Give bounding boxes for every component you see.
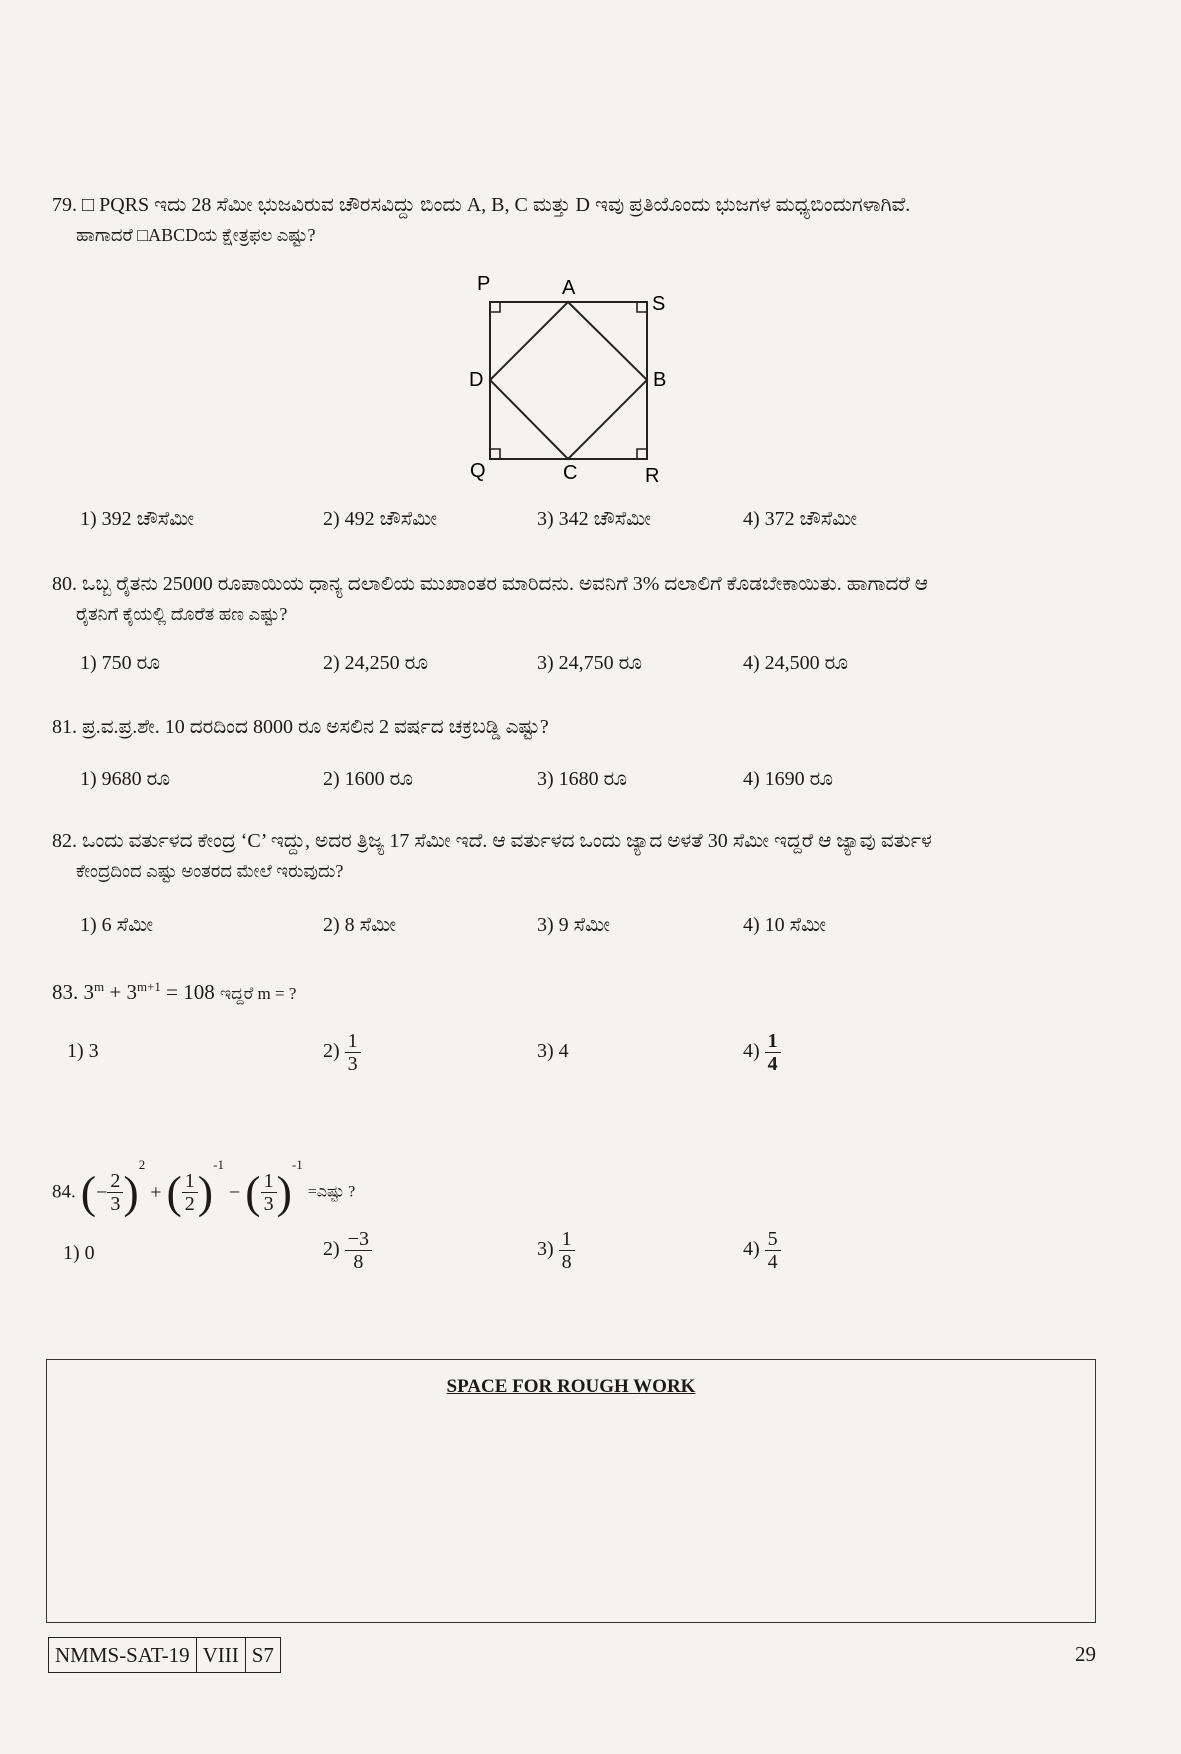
option-prefix: 2) — [323, 1040, 340, 1063]
question-number: 81. — [52, 716, 77, 738]
question-text: □ PQRS ಇದು 28 ಸೆಮೀ ಭುಜವಿರುವ ಚೌರಸವಿದ್ದು ಬಿಂದು A, B, C ಮತ್ತು D ಇವು ಪ್ರತಿಯೊಂದು ಭುಜಗಳ ಮಧ್ಯಬಿಂದುಗಳಾಗಿವೆ. — [82, 194, 911, 216]
option-prefix: 4) — [743, 1238, 760, 1261]
option-3[interactable]: 3) 9 ಸೆಮೀ — [537, 914, 610, 936]
question-83 — [52, 972, 1092, 1009]
paren-close: ) — [123, 1166, 139, 1218]
question-82 — [52, 826, 1092, 886]
page-number: 29 — [1075, 1642, 1096, 1666]
fraction-denominator: 3 — [263, 1192, 274, 1215]
option-prefix: 3) — [537, 1238, 554, 1261]
option-3[interactable]: 3) 1680 ರೂ — [537, 768, 628, 790]
label-r: R — [645, 465, 660, 487]
label-p: P — [477, 273, 491, 295]
right-angle-mark — [490, 449, 500, 459]
question-80 — [52, 569, 1092, 629]
question-number: 82. — [52, 830, 77, 852]
option-3[interactable]: 3) 4 — [537, 1040, 569, 1062]
option-2[interactable]: 2) 24,250 ರೂ — [323, 652, 429, 674]
rough-work-box — [46, 1359, 1096, 1623]
term-exponent: 2 — [138, 1157, 146, 1172]
right-angle-mark — [490, 302, 500, 312]
label-d: D — [469, 369, 484, 391]
option-fraction — [765, 1030, 781, 1075]
question-number: 79. — [52, 194, 77, 216]
paren-open: ( — [166, 1166, 182, 1218]
expr-operator: + — [109, 980, 122, 1004]
fraction-numerator: 1 — [261, 1170, 277, 1193]
option-fraction — [765, 1228, 781, 1273]
question-number: 84. — [52, 1181, 76, 1203]
rough-work-title: SPACE FOR ROUGH WORK — [446, 1376, 696, 1397]
option-2[interactable]: 2) 8 ಸೆಮೀ — [323, 914, 396, 936]
label-a: A — [562, 277, 576, 299]
option-2[interactable] — [323, 1228, 372, 1273]
question-text: ಒಂದು ವರ್ತುಳದ ಕೇಂದ್ರ ‘C’ ಇದ್ದು, ಅದರ ತ್ರಿಜ್ಯ 17 ಸೆಮೀ ಇದೆ. ಆ ವರ್ತುಳದ ಒಂದು ಜ್ಯಾದ ಅಳತೆ 30 ಸೆಮೀ ಇದ್ದರೆ ಆ ಜ್ಯಾವು ವರ್ತುಳ — [82, 830, 932, 852]
option-fraction — [345, 1030, 361, 1075]
question-number: 83. — [52, 980, 79, 1004]
options-84 — [63, 1228, 980, 1288]
right-angle-mark — [637, 449, 647, 459]
expr-base: 3 — [126, 980, 137, 1004]
square-pqrs — [490, 302, 647, 459]
option-1[interactable]: 1) 750 ರೂ — [80, 652, 161, 674]
question-text-continued: ಕೇಂದ್ರದಿಂದ ಎಷ್ಟು ಅಂತರದ ಮೇಲೆ ಇರುವುದು? — [76, 861, 344, 881]
option-1[interactable]: 1) 3 — [67, 1040, 99, 1062]
question-text: ಇದ್ದರೆ m = ? — [220, 984, 297, 1003]
fraction-numerator: −3 — [345, 1228, 372, 1251]
question-text: =ಎಷ್ಟು ? — [307, 1183, 356, 1201]
term-fraction — [261, 1170, 277, 1215]
question-79 — [52, 190, 1092, 250]
question-text: ಪ್ರ.ವ.ಪ್ರ.ಶೇ. 10 ದರದಿಂದ 8000 ರೂ ಅಸಲಿನ 2 ವರ್ಷದ ಚಕ್ರಬಡ್ಡಿ ಎಷ್ಟು? — [82, 716, 549, 738]
question-number: 80. — [52, 573, 77, 595]
paren-open: ( — [80, 1166, 97, 1218]
label-q: Q — [470, 460, 486, 482]
option-4[interactable] — [743, 1228, 781, 1273]
option-4[interactable]: 4) 10 ಸೆಮೀ — [743, 914, 826, 936]
option-fraction — [345, 1228, 372, 1273]
options-81 — [80, 768, 980, 808]
right-angle-mark — [637, 302, 647, 312]
term-exponent: -1 — [291, 1157, 303, 1172]
option-4[interactable]: 4) 24,500 ರೂ — [743, 652, 849, 674]
term-fraction — [107, 1170, 123, 1215]
question-84 — [52, 1130, 1092, 1218]
fraction-numerator: 2 — [107, 1170, 123, 1193]
option-4[interactable]: 4) 1690 ರೂ — [743, 768, 834, 790]
question-text: ಒಬ್ಬ ರೈತನು 25000 ರೂಪಾಯಿಯ ಧಾನ್ಯ ದಲಾಲಿಯ ಮುಖಾಂತರ ಮಾರಿದನು. ಅವನಿಗೆ 3% ದಲಾಲಿಗೆ ಕೊಡಬೇಕಾಯಿತು. ಹಾಗಾದರೆ ಆ — [82, 573, 928, 595]
fraction-numerator: 1 — [559, 1228, 575, 1251]
fraction-numerator: 1 — [765, 1030, 781, 1053]
option-4[interactable] — [743, 1030, 781, 1075]
expr-operator: − — [228, 1181, 241, 1204]
exam-code: NMMS-SAT-19 — [48, 1637, 197, 1673]
footer-code-box — [48, 1637, 281, 1673]
options-80 — [80, 652, 980, 692]
fraction-denominator: 8 — [561, 1251, 572, 1273]
term-sign: − — [96, 1181, 108, 1204]
fraction-denominator: 4 — [767, 1251, 778, 1273]
expr-operator: + — [150, 1181, 162, 1204]
fraction-denominator: 3 — [347, 1053, 358, 1075]
label-s: S — [652, 293, 666, 315]
fraction-denominator: 4 — [767, 1053, 778, 1075]
fraction-denominator: 3 — [110, 1192, 121, 1215]
term-fraction — [182, 1170, 198, 1215]
fraction-numerator: 1 — [182, 1170, 198, 1193]
question-81 — [52, 712, 1092, 742]
fraction-denominator: 8 — [353, 1251, 364, 1273]
option-1[interactable]: 1) 0 — [63, 1242, 95, 1264]
option-3[interactable] — [537, 1228, 575, 1273]
fraction-denominator: 2 — [184, 1192, 195, 1215]
option-2[interactable] — [323, 1030, 361, 1075]
fraction-numerator: 1 — [345, 1030, 361, 1053]
fraction-numerator: 5 — [765, 1228, 781, 1251]
label-b: B — [653, 369, 667, 391]
option-1[interactable]: 1) 6 ಸೆಮೀ — [80, 914, 153, 936]
label-c: C — [563, 462, 578, 484]
term-exponent: -1 — [213, 1157, 224, 1172]
expr-base: 3 — [83, 980, 94, 1004]
option-3[interactable]: 3) 342 ಚೌಸೆಮೀ — [537, 508, 652, 530]
option-3[interactable]: 3) 24,750 ರೂ — [537, 652, 643, 674]
options-82 — [80, 914, 980, 954]
option-1[interactable]: 1) 392 ಚೌಸೆಮೀ — [80, 508, 195, 530]
question-text-continued: ಹಾಗಾದರೆ □ABCDಯ ಕ್ಷೇತ್ರಫಲ ಎಷ್ಟು? — [76, 225, 316, 245]
square-diagram — [465, 270, 685, 490]
options-83 — [67, 1030, 980, 1090]
paren-close: ) — [197, 1166, 214, 1218]
option-prefix: 2) — [323, 1238, 340, 1261]
option-2[interactable]: 2) 492 ಚೌಸೆಮೀ — [323, 508, 438, 530]
option-fraction — [559, 1228, 575, 1273]
grade-code: VIII — [197, 1637, 246, 1673]
option-4[interactable]: 4) 372 ಚೌಸೆಮೀ — [743, 508, 858, 530]
expr-exponent: m — [94, 979, 105, 994]
option-prefix: 4) — [743, 1040, 760, 1063]
expr-exponent: m+1 — [136, 979, 161, 994]
paren-close: ) — [276, 1166, 292, 1218]
expr-equals: = 108 — [166, 980, 215, 1004]
square-abcd — [490, 302, 647, 459]
options-79 — [80, 508, 980, 548]
paren-open: ( — [245, 1166, 261, 1218]
question-text-continued: ರೈತನಿಗೆ ಕೈಯಲ್ಲಿ ದೊರೆತ ಹಣ ಎಷ್ಟು? — [76, 604, 288, 624]
option-2[interactable]: 2) 1600 ರೂ — [323, 768, 414, 790]
set-code: S7 — [246, 1637, 281, 1673]
option-1[interactable]: 1) 9680 ರೂ — [80, 768, 171, 790]
